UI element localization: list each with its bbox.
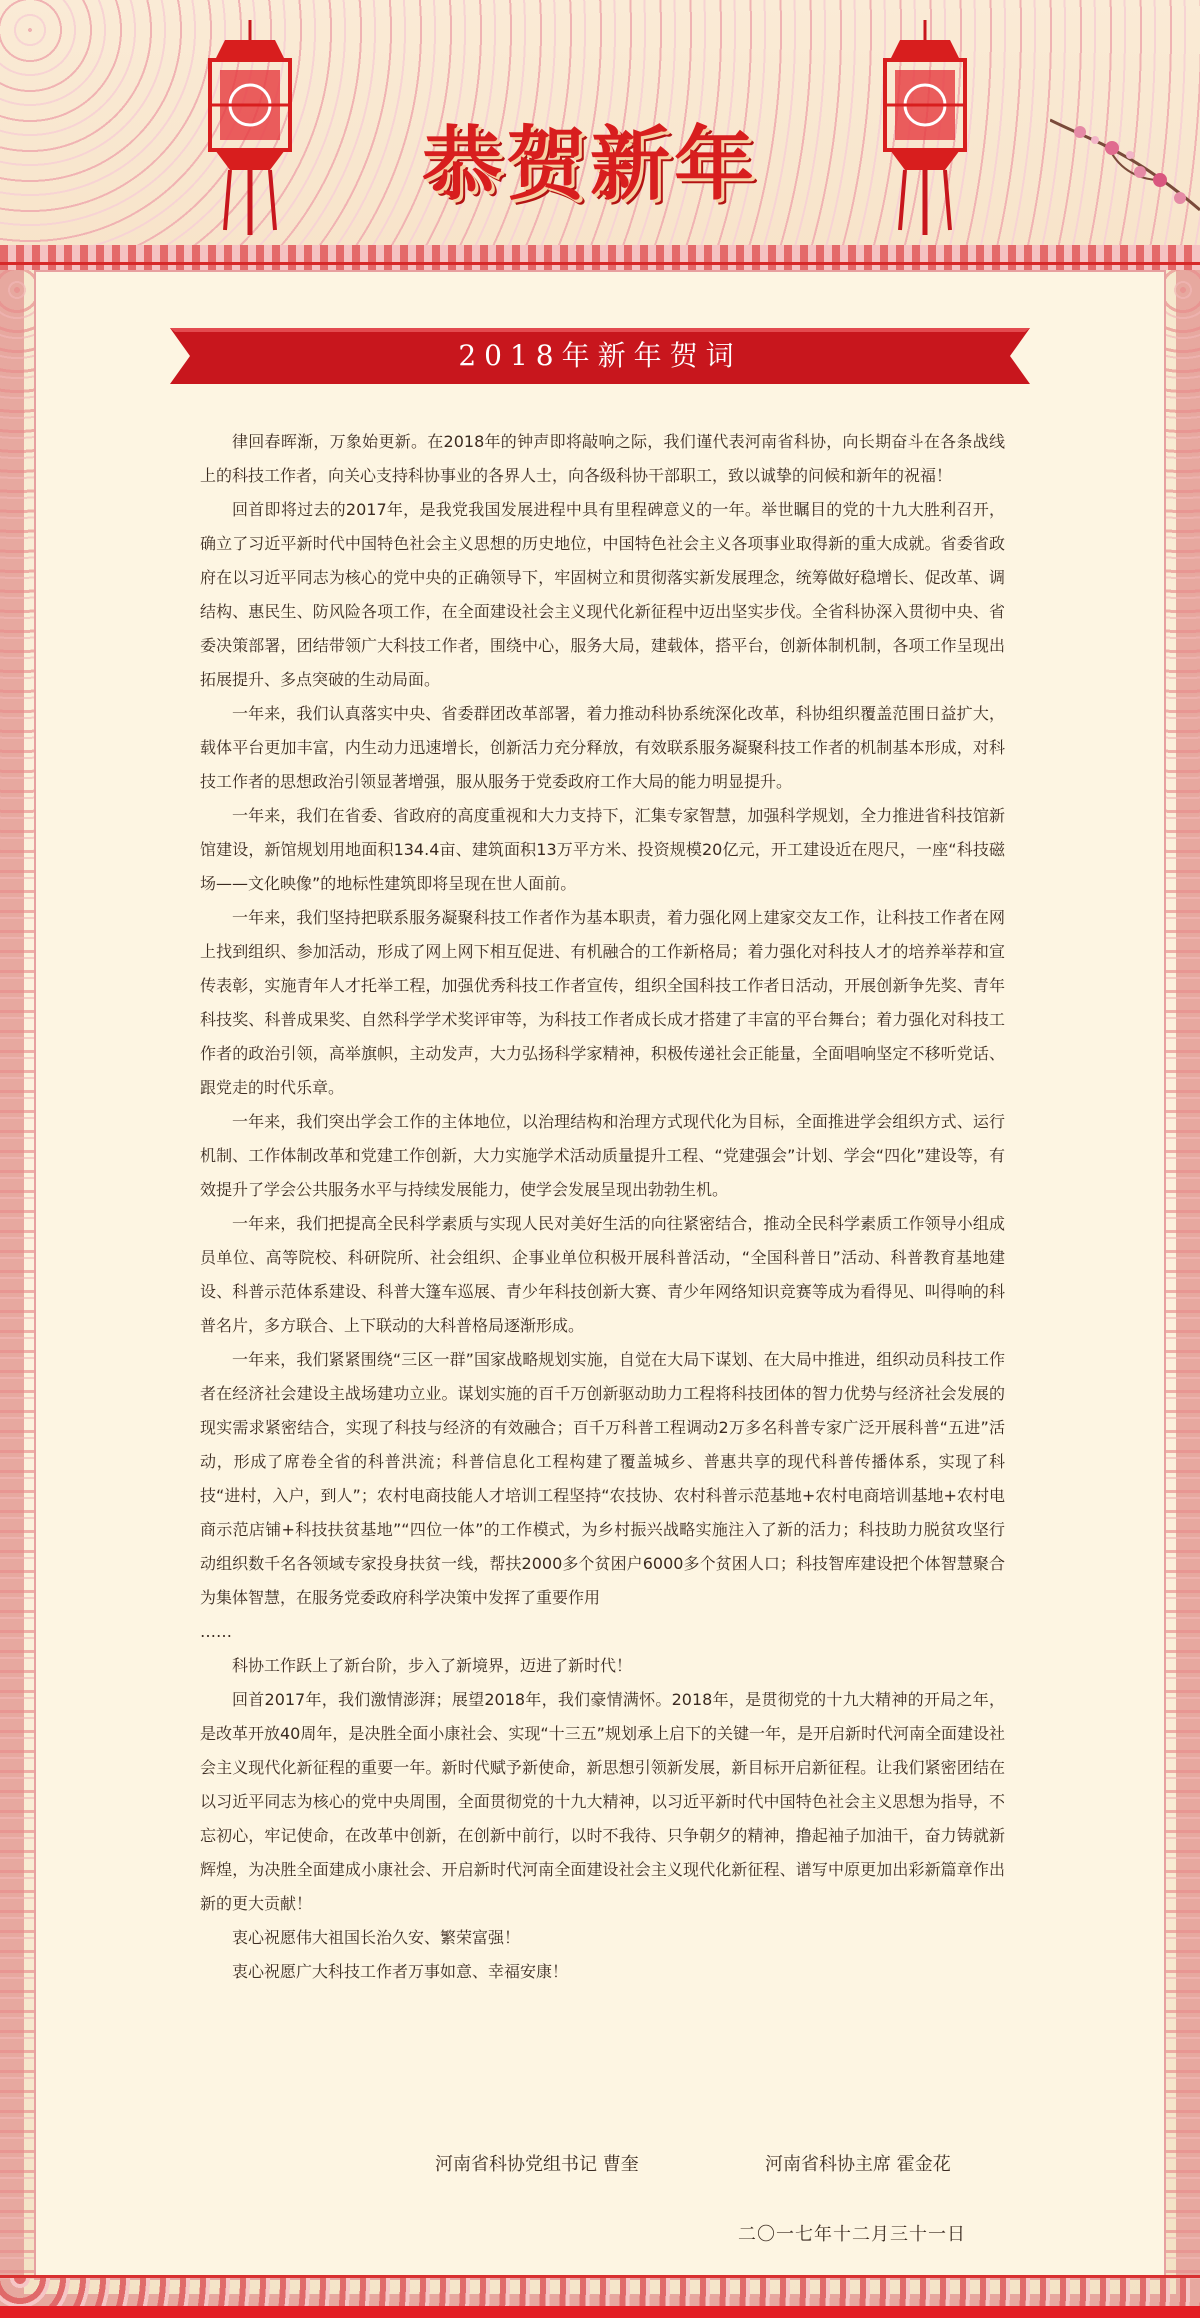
- header-title: 恭贺新年: [422, 117, 758, 211]
- letter-wish: 衷心祝愿伟大祖国长治久安、繁荣富强！: [232, 1928, 521, 1947]
- signature-chairman: 河南省科协主席 霍金花: [765, 2154, 951, 2175]
- heading-ribbon: [170, 328, 1030, 384]
- letter-paragraph: 一年来，我们把提高全民科学素质与实现人民对美好生活的向往紧密结合，推动全民科学素质工作领导小组成员单位、高等院校、科研院所、社会组织、企事业单位积极开展科普活动，“全国科普日”活动、科普教育基地建设、科普示范体系建设、科普大篷车巡展、青少年科技创新大赛、青少年网络知识竞赛等成为看得见、叫得响的科普名片，多方联合、上下联动的大科普格局逐渐形成。: [200, 1214, 1005, 1335]
- letter-heading: 2018年新年贺词: [458, 339, 742, 372]
- letter-paragraph: 回首2017年，我们激情澎湃；展望2018年，我们豪情满怀。2018年，是贯彻党的十九大精神的开局之年，是改革开放40周年，是决胜全面小康社会、实现“十三五”规划承上启下的关键一年，是开启新时代河南全面建设社会主义现代化新征程的重要一年。新时代赋予新使命，新思想引领新发展，新目标开启新征程。让我们紧密团结在以习近平同志为核心的党中央周围，全面贯彻党的十九大精神，以习近平新时代中国特色社会主义思想为指导，不忘初心，牢记使命，在改革中创新，在创新中前行，以时不我待、只争朝夕的精神，撸起袖子加油干，奋力铸就新辉煌，为决胜全面建成小康社会、开启新时代河南全面建设社会主义现代化新征程、谱写中原更加出彩新篇章作出新的更大贡献！: [200, 1690, 1005, 1913]
- plum-blossom-icon: [1050, 110, 1200, 230]
- letter-paragraph: 律回春晖渐，万象始更新。在2018年的钟声即将敲响之际，我们谨代表河南省科协，向长期奋斗在各条战线上的科技工作者，向关心支持科协事业的各界人士，向各级科协干部职工，致以诚挚的问候和新年的祝福！: [200, 432, 1005, 485]
- letter-date: 二〇一七年十二月三十一日: [738, 2224, 966, 2245]
- letter-paragraph: 一年来，我们认真落实中央、省委群团改革部署，着力推动科协系统深化改革，科协组织覆盖范围日益扩大，载体平台更加丰富，内生动力迅速增长，创新活力充分释放，有效联系服务凝聚科技工作者的机制基本形成，对科技工作者的思想政治引领显著增强，服从服务于党委政府工作大局的能力明显提升。: [200, 704, 1005, 791]
- lantern-icon: [870, 20, 980, 240]
- header-banner: [0, 0, 1200, 270]
- letter-ellipsis: ……: [200, 1622, 232, 1641]
- right-border-pattern: [1166, 270, 1200, 2280]
- letter-paragraph: 回首即将过去的2017年，是我党我国发展进程中具有里程碑意义的一年。举世瞩目的党的十九大胜利召开，确立了习近平新时代中国特色社会主义思想的历史地位，中国特色社会主义各项事业取得新的重大成就。省委省政府在以习近平同志为核心的党中央的正确领导下，牢固树立和贯彻落实新发展理念，统筹做好稳增长、促改革、调结构、惠民生、防风险各项工作，在全面建设社会主义现代化新征程中迈出坚实步伐。全省科协深入贯彻中央、省委决策部署，团结带领广大科技工作者，围绕中心，服务大局，建载体，搭平台，创新体制机制，各项工作呈现出拓展提升、多点突破的生动局面。: [200, 500, 1005, 689]
- letter-paragraph: 一年来，我们坚持把联系服务凝聚科技工作者作为基本职责，着力强化网上建家交友工作，让科技工作者在网上找到组织、参加活动，形成了网上网下相互促进、有机融合的工作新格局；着力强化对科技人才的培养举荐和宣传表彰，实施青年人才托举工程，加强优秀科技工作者宣传，组织全国科技工作者日活动，开展创新争先奖、青年科技奖、科普成果奖、自然科学学术奖评审等，为科技工作者成长成才搭建了丰富的平台舞台；着力强化对科技工作者的政治引领，高举旗帜，主动发声，大力弘扬科学家精神，积极传递社会正能量，全面唱响坚定不移听党话、跟党走的时代乐章。: [200, 908, 1005, 1097]
- lantern-icon: [195, 20, 305, 240]
- letter-body: [200, 425, 1005, 1989]
- bottom-red-strip: [0, 2306, 1200, 2318]
- letter-paragraph: 科协工作跃上了新台阶，步入了新境界，迈进了新时代！: [232, 1656, 633, 1675]
- header-pattern-band: [0, 245, 1200, 270]
- header-divider: [0, 262, 1200, 265]
- left-border-pattern: [0, 270, 34, 2280]
- letter-paragraph: 一年来，我们在省委、省政府的高度重视和大力支持下，汇集专家智慧，加强科学规划，全力推进省科技馆新馆建设，新馆规划用地面积134.4亩、建筑面积13万平方米、投资规模20亿元，开工建设近在咫尺，一座“科技磁场——文化映像”的地标性建筑即将呈现在世人面前。: [200, 806, 1005, 893]
- signature-block: [200, 2150, 1005, 2190]
- letter-paragraph: 一年来，我们突出学会工作的主体地位，以治理结构和治理方式现代化为目标，全面推进学会组织方式、运行机制、工作体制改革和党建工作创新，大力实施学术活动质量提升工程、“党建强会”计划、学会“四化”建设等，有效提升了学会公共服务水平与持续发展能力，使学会发展呈现出勃勃生机。: [200, 1112, 1005, 1199]
- letter-paragraph: 一年来，我们紧紧围绕“三区一群”国家战略规划实施，自觉在大局下谋划、在大局中推进，组织动员科技工作者在经济社会建设主战场建功立业。谋划实施的百千万创新驱动助力工程将科技团体的智力优势与经济社会发展的现实需求紧密结合，实现了科技与经济的有效融合；百千万科普工程调动2万多名科普专家广泛开展科普“五进”活动，形成了席卷全省的科普洪流；科普信息化工程构建了覆盖城乡、普惠共享的现代科普传播体系，实现了科技“进村，入户，到人”；农村电商技能人才培训工程坚持“农技协、农村科普示范基地+农村电商培训基地+农村电商示范店铺+科技扶贫基地”“四位一体”的工作模式，为乡村振兴战略实施注入了新的活力；科技助力脱贫攻坚行动组织数千名各领域专家投身扶贫一线，帮扶2000多个贫困户6000多个贫困人口；科技智库建设把个体智慧聚合为集体智慧，在服务党委政府科学决策中发挥了重要作用: [200, 1350, 1005, 1607]
- signature-party-secretary: 河南省科协党组书记 曹奎: [435, 2154, 639, 2175]
- letter-wish: 衷心祝愿广大科技工作者万事如意、幸福安康！: [232, 1962, 569, 1981]
